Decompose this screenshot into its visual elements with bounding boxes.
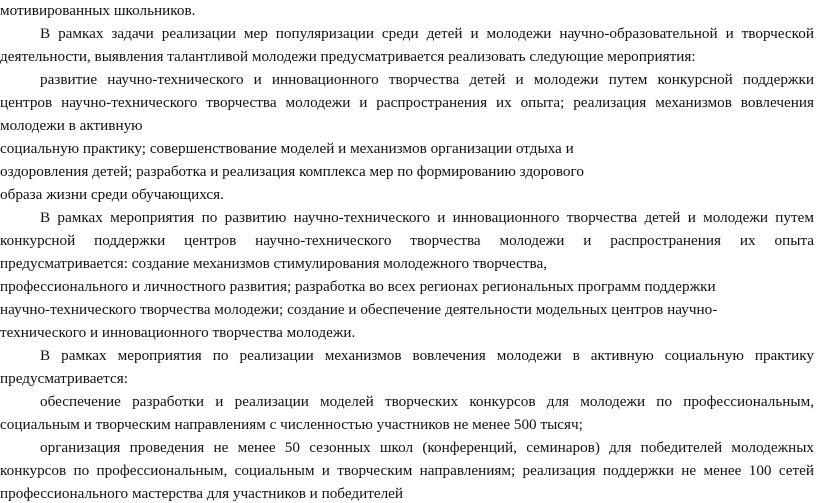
paragraph-first-line: организация проведения не менее 50 сезонных школ (конференций, семинаров) для победителей молодежных: [40, 439, 814, 456]
text-line: технического и инновационного творчества молодежи.: [0, 324, 356, 341]
text-line: мотивированных школьников.: [0, 2, 196, 19]
text-line: предусматривается: создание механизмов стимулирования молодежного творчества,: [0, 255, 548, 272]
paragraph-first-line: В рамках задачи реализации мер популяризации среди детей и молодежи научно-образовательной и творческой: [40, 25, 814, 42]
paragraph-first-line: В рамках мероприятия по развитию научно-технического и инновационного творчества детей и молодежи путем: [40, 209, 814, 226]
text-line: социальным и творческим направлениям с численностью участников не менее 500 тысяч;: [0, 416, 583, 433]
text-line: деятельности, выявления талантливой молодежи предусматривается реализовать следующие мероприятия:: [0, 48, 696, 65]
text-line: центров научно-технического творчества молодежи и распространения их опыта; реализация механизмов вовлечения: [0, 94, 814, 111]
text-line: конкурсной поддержки центров научно-технического творчества молодежи и распространения их опыта: [0, 232, 814, 249]
text-line: профессионального и личностного развития; разработка во всех регионах региональных программ поддержки: [0, 278, 716, 295]
text-line: научно-технического творчества молодежи; создание и обеспечение деятельности модельных центров научно-: [0, 301, 718, 318]
paragraph-first-line: развитие научно-технического и инновационного творчества детей и молодежи путем конкурсной поддержки: [40, 71, 814, 88]
text-line: образа жизни среди обучающихся.: [0, 186, 224, 203]
text-line: конкурсов по профессиональным, социальным и творческим направлениям; реализация поддержки не менее 100 сетей: [0, 462, 814, 479]
paragraph-first-line: В рамках мероприятия по реализации механизмов вовлечения молодежи в активную социальную практику: [40, 347, 814, 364]
text-line: профессионального мастерства для участников и победителей: [0, 485, 404, 502]
paragraph-first-line: обеспечение разработки и реализации моделей творческих конкурсов для молодежи по профессиональным,: [40, 393, 814, 410]
text-line: предусматривается:: [0, 370, 128, 387]
text-line: оздоровления детей; разработка и реализация комплекса мер по формированию здорового: [0, 163, 584, 180]
text-line: молодежи в активную: [0, 117, 143, 134]
text-line: социальную практику; совершенствование моделей и механизмов организации отдыха и: [0, 140, 574, 157]
